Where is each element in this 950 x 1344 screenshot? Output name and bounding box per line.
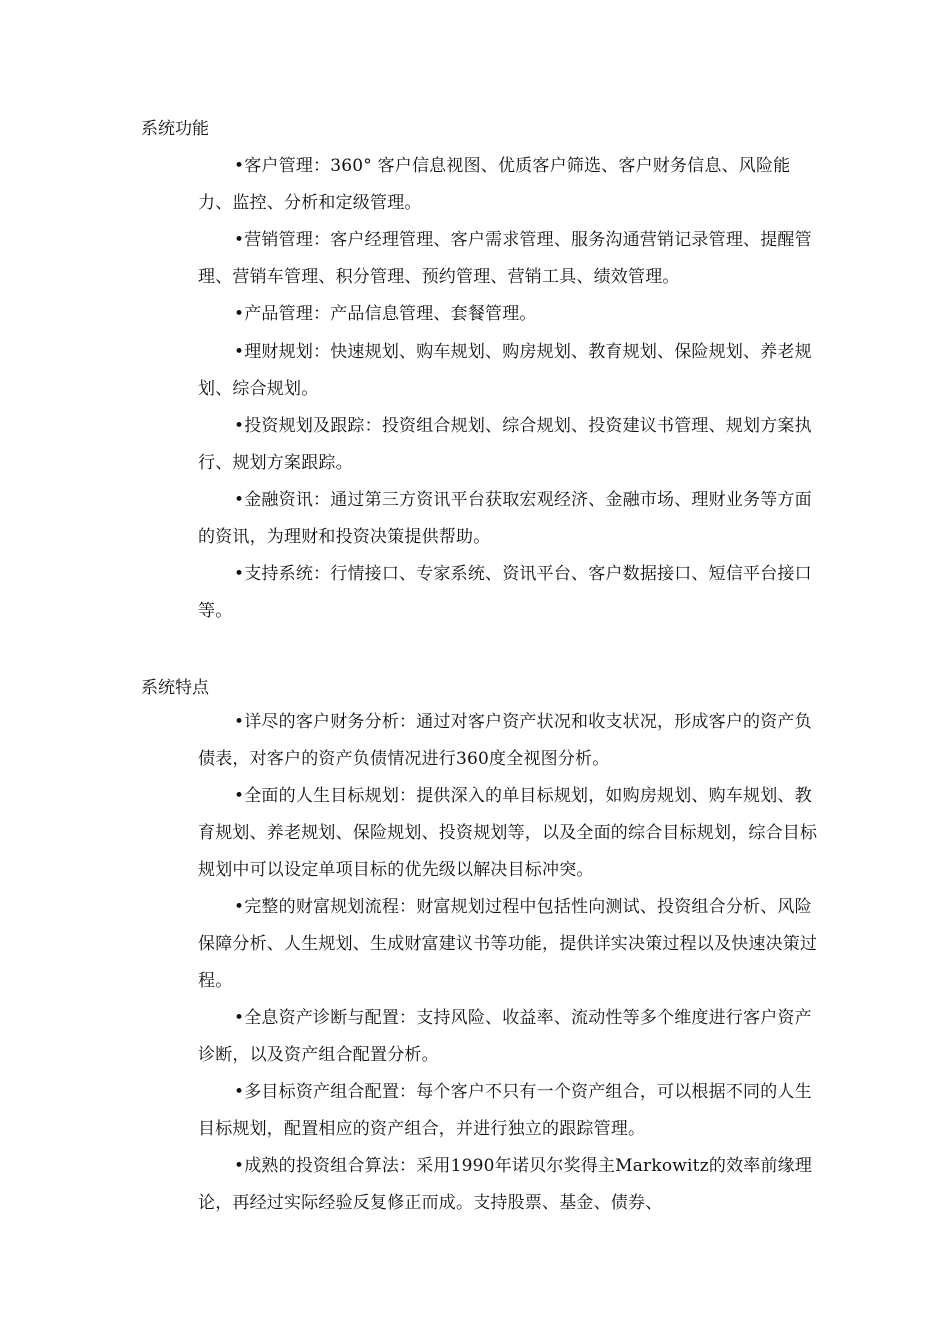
paragraph-financial-analysis: •详尽的客户财务分析：通过对客户资产状况和收支状况，形成客户的资产负债表，对客户的资产负债情况进行360度全视图分析。	[198, 712, 812, 769]
paragraph-life-goal-planning: •全面的人生目标规划：提供深入的单目标规划，如购房规划、购车规划、教育规划、养老规划、保险规划、投资规划等，以及全面的综合目标规划，综合目标规划中可以设定单项目标的优先级以解决目标冲突。	[198, 786, 818, 880]
paragraph-marketing-management: •营销管理：客户经理管理、客户需求管理、服务沟通营销记录管理、提醒管理、营销车管理、积分管理、预约管理、营销工具、绩效管理。	[198, 230, 812, 287]
paragraph-multi-goal-portfolio: •多目标资产组合配置：每个客户不只有一个资产组合，可以根据不同的人生目标规划，配置相应的资产组合，并进行独立的跟踪管理。	[198, 1082, 812, 1139]
paragraph-portfolio-algorithm: •成熟的投资组合算法：采用1990年诺贝尔奖得主Markowitz的效率前缘理论，再经过实际经验反复修正而成。支持股票、基金、债券、	[198, 1156, 813, 1213]
paragraph-product-management: •产品管理：产品信息管理、套餐管理。	[234, 304, 537, 324]
paragraph-support-system: •支持系统：行情接口、专家系统、资讯平台、客户数据接口、短信平台接口等。	[198, 564, 812, 621]
paragraph-wealth-planning-process: •完整的财富规划流程：财富规划过程中包括性向测试、投资组合分析、风险保障分析、人生规划、生成财富建议书等功能，提供详实决策过程以及快速决策过程。	[198, 897, 818, 991]
paragraph-asset-diagnosis: •全息资产诊断与配置：支持风险、收益率、流动性等多个维度进行客户资产诊断，以及资产组合配置分析。	[198, 1008, 812, 1065]
paragraph-customer-management: •客户管理：360° 客户信息视图、优质客户筛选、客户财务信息、风险能力、监控、分析和定级管理。	[198, 156, 791, 213]
section-title-features: 系统特点	[141, 678, 209, 698]
paragraph-investment-planning: •投资规划及跟踪：投资组合规划、综合规划、投资建议书管理、规划方案执行、规划方案跟踪。	[198, 416, 812, 473]
paragraph-financial-planning: •理财规划：快速规划、购车规划、购房规划、教育规划、保险规划、养老规划、综合规划。	[198, 342, 812, 399]
section-title-functions: 系统功能	[141, 119, 209, 139]
paragraph-financial-news: •金融资讯：通过第三方资讯平台获取宏观经济、金融市场、理财业务等方面的资讯，为理财和投资决策提供帮助。	[198, 490, 812, 547]
